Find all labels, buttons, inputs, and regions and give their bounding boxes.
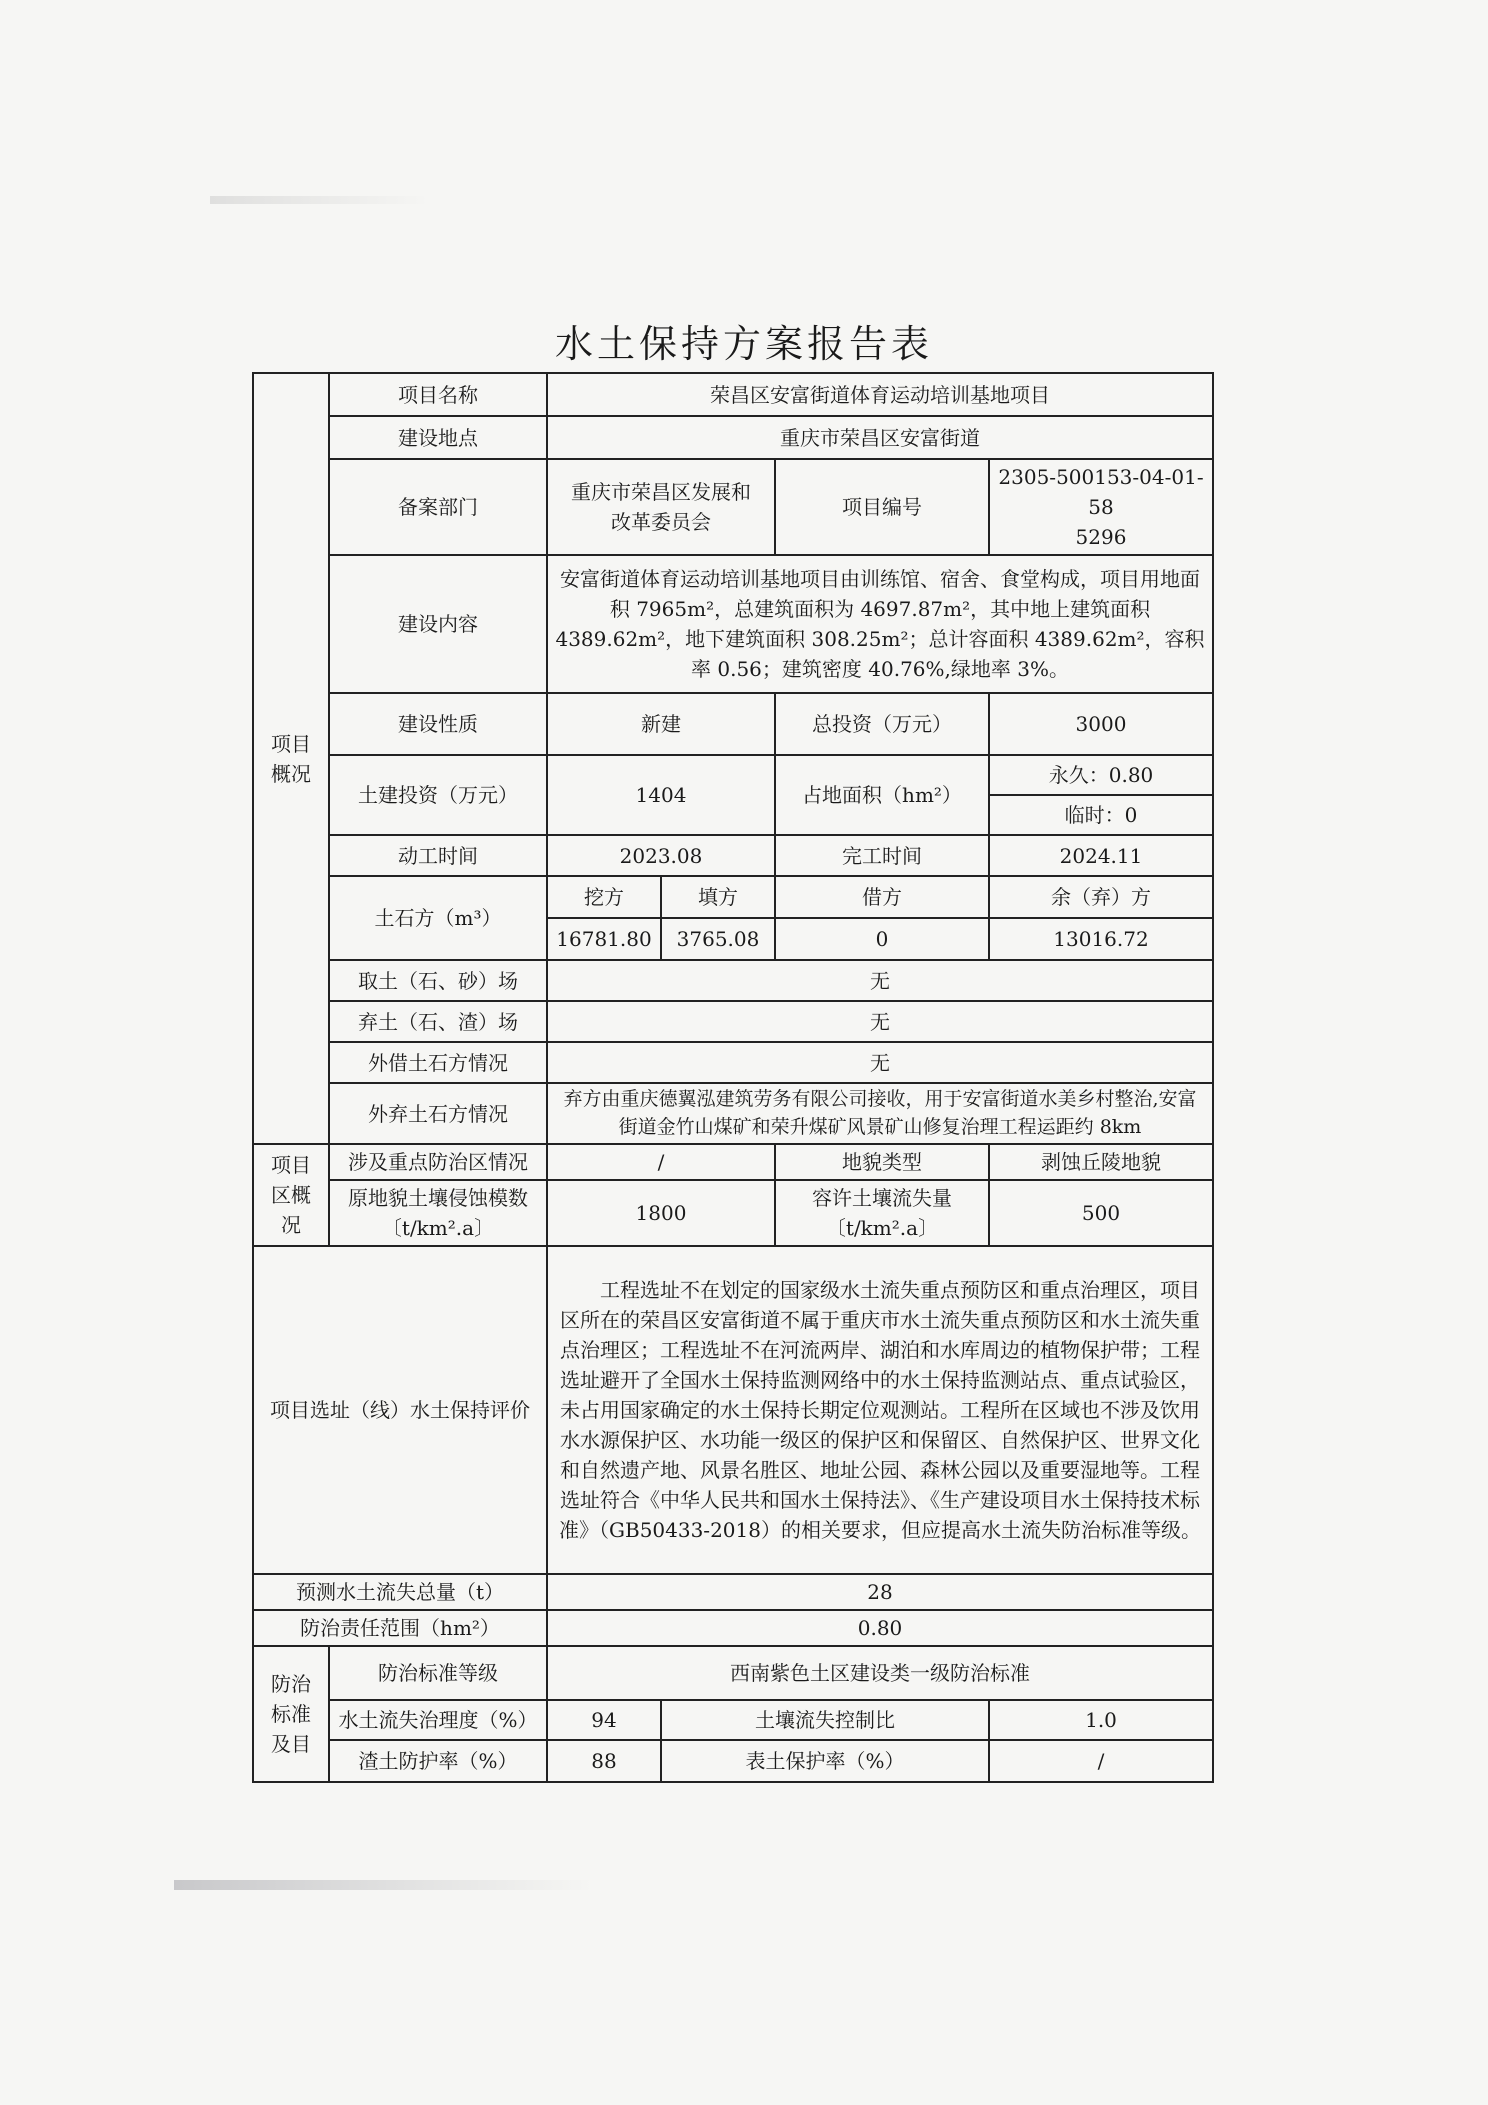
row-project-name (253, 373, 1213, 416)
group-project-area-line2: 区概 (271, 1183, 311, 1208)
end-time-value: 2024.11 (989, 835, 1213, 876)
site-eval-label: 项目选址（线）水土保持评价 (253, 1246, 547, 1574)
group-standard-line2: 标准 (271, 1702, 311, 1727)
content-text: 安富街道体育运动培训基地项目由训练馆、宿舍、食堂构成，项目用地面积 7965m²，总建筑面积为 4697.87m²，其中地上建筑面积 4389.62m²，地下建筑面积 308.25m²；总计容面积 4389.62m²，容积率 0.56；建筑密度 40.76%,绿地率 3%。 (547, 555, 1213, 693)
group-project-overview (253, 373, 329, 1144)
erosion-value: 1800 (547, 1180, 775, 1246)
borrow-site-label: 取土（石、砂）场 (329, 960, 547, 1001)
landform-label: 地貌类型 (775, 1144, 989, 1180)
project-name-value: 荣昌区安富街道体育运动培训基地项目 (547, 373, 1213, 416)
scan-shadow-top (210, 196, 430, 204)
nature-value: 新建 (547, 693, 775, 755)
spoil-site-value: 无 (547, 1001, 1213, 1042)
erosion-label (329, 1180, 547, 1246)
row-borrow-site (253, 960, 1213, 1001)
location-value: 重庆市荣昌区安富街道 (547, 416, 1213, 459)
row-content (253, 555, 1213, 693)
civil-invest-value: 1404 (547, 755, 775, 835)
project-name-label: 项目名称 (329, 373, 547, 416)
total-invest-label: 总投资（万元） (775, 693, 989, 755)
standard-level-label: 防治标准等级 (329, 1646, 547, 1700)
group-standard (253, 1646, 329, 1782)
row-external-borrow (253, 1042, 1213, 1083)
end-time-label: 完工时间 (775, 835, 989, 876)
group-standard-line1: 防治 (271, 1672, 311, 1697)
borrow-value: 0 (775, 918, 989, 960)
total-invest-value: 3000 (989, 693, 1213, 755)
earthwork-label: 土石方（m³） (329, 876, 547, 960)
control-degree-value: 94 (547, 1700, 661, 1740)
key-area-value: / (547, 1144, 775, 1180)
row-slag-protection (253, 1740, 1213, 1782)
spoil-value: 13016.72 (989, 918, 1213, 960)
predicted-loss-value: 28 (547, 1574, 1213, 1610)
scan-shadow-bottom (174, 1880, 594, 1890)
start-time-value: 2023.08 (547, 835, 775, 876)
control-degree-label: 水土流失治理度（%） (329, 1700, 547, 1740)
row-external-spoil (253, 1083, 1213, 1144)
allowable-loss-line1: 容许土壤流失量 (812, 1186, 952, 1211)
land-area-permanent: 永久：0.80 (989, 755, 1213, 795)
filing-dept (547, 459, 775, 555)
topsoil-protection-value: / (989, 1740, 1213, 1782)
allowable-loss-line2: 〔t/km².a〕 (825, 1216, 939, 1241)
row-time (253, 835, 1213, 876)
row-responsibility (253, 1610, 1213, 1646)
group-project-area (253, 1144, 329, 1246)
land-area-temporary: 临时：0 (989, 795, 1213, 835)
land-area-label: 占地面积（hm²） (775, 755, 989, 835)
borrow-label: 借方 (775, 876, 989, 918)
content-label: 建设内容 (329, 555, 547, 693)
row-nature (253, 693, 1213, 755)
spoil-site-label: 弃土（石、渣）场 (329, 1001, 547, 1042)
project-code-line1: 2305-500153-04-01-58 (998, 465, 1204, 519)
group-project-overview-label: 项目概况 (271, 731, 311, 786)
row-predicted-loss (253, 1574, 1213, 1610)
fill-value: 3765.08 (661, 918, 775, 960)
fill-label: 填方 (661, 876, 775, 918)
slag-protection-label: 渣土防护率（%） (329, 1740, 547, 1782)
group-project-area-line1: 项目 (271, 1153, 311, 1178)
row-key-area (253, 1144, 1213, 1180)
spoil-label: 余（弃）方 (989, 876, 1213, 918)
responsibility-value: 0.80 (547, 1610, 1213, 1646)
allowable-loss-label (775, 1180, 989, 1246)
slag-protection-value: 88 (547, 1740, 661, 1782)
group-project-area-line3: 况 (281, 1213, 301, 1238)
start-time-label: 动工时间 (329, 835, 547, 876)
project-code-value (989, 459, 1213, 555)
responsibility-label: 防治责任范围（hm²） (253, 1610, 547, 1646)
allowable-loss-value: 500 (989, 1180, 1213, 1246)
predicted-loss-label: 预测水土流失总量（t） (253, 1574, 547, 1610)
external-borrow-value: 无 (547, 1042, 1213, 1083)
borrow-site-value: 无 (547, 960, 1213, 1001)
row-spoil-site (253, 1001, 1213, 1042)
group-standard-line3: 及目 (271, 1732, 311, 1757)
project-code-line2: 5296 (1075, 525, 1127, 549)
erosion-label-line1: 原地貌土壤侵蚀模数 (348, 1186, 528, 1211)
row-civil (253, 755, 1213, 795)
project-code-label: 项目编号 (775, 459, 989, 555)
civil-invest-label: 土建投资（万元） (329, 755, 547, 835)
standard-level-value: 西南紫色土区建设类一级防治标准 (547, 1646, 1213, 1700)
loss-ratio-label: 土壤流失控制比 (661, 1700, 989, 1740)
filing-dept-line1: 重庆市荣昌区发展和 (571, 480, 751, 504)
row-filing (253, 459, 1213, 555)
external-spoil-text: 弃方由重庆德翼泓建筑劳务有限公司接收，用于安富街道水美乡村整治,安富街道金竹山煤矿和荣升煤矿风景矿山修复治理工程运距约 8km (547, 1083, 1213, 1144)
row-site-eval (253, 1246, 1213, 1574)
document-title: 水土保持方案报告表 (554, 322, 933, 366)
location-label: 建设地点 (329, 416, 547, 459)
filing-label: 备案部门 (329, 459, 547, 555)
dig-label: 挖方 (547, 876, 661, 918)
external-borrow-label: 外借土石方情况 (329, 1042, 547, 1083)
site-eval-text: 工程选址不在划定的国家级水土流失重点预防区和重点治理区，项目区所在的荣昌区安富街道不属于重庆市水土流失重点预防区和水土流失重点治理区；工程选址不在河流两岸、湖泊和水库周边的植物保护带；工程选址避开了全国水土保持监测网络中的水土保持监测站点、重点试验区，未占用国家确定的水土保持长期定位观测站。工程所在区域也不涉及饮用水水源保护区、水功能一级区的保护区和保留区、自然保护区、世界文化和自然遗产地、风景名胜区、地址公园、森林公园以及重要湿地等。工程选址符合《中华人民共和国水土保持法》、《生产建设项目水土保持技术标准》（GB50433-2018）的相关要求，但应提高水土流失防治标准等级。 (547, 1246, 1213, 1574)
key-area-label: 涉及重点防治区情况 (329, 1144, 547, 1180)
row-earthwork-head (253, 876, 1213, 918)
report-table (252, 372, 1214, 1783)
external-spoil-label: 外弃土石方情况 (329, 1083, 547, 1144)
row-standard-level (253, 1646, 1213, 1700)
landform-value: 剥蚀丘陵地貌 (989, 1144, 1213, 1180)
dig-value: 16781.80 (547, 918, 661, 960)
loss-ratio-value: 1.0 (989, 1700, 1213, 1740)
row-erosion (253, 1180, 1213, 1246)
filing-dept-line2: 改革委员会 (611, 510, 711, 534)
nature-label: 建设性质 (329, 693, 547, 755)
erosion-label-line2: 〔t/km².a〕 (381, 1216, 495, 1241)
row-control-degree (253, 1700, 1213, 1740)
row-location (253, 416, 1213, 459)
topsoil-protection-label: 表土保护率（%） (661, 1740, 989, 1782)
